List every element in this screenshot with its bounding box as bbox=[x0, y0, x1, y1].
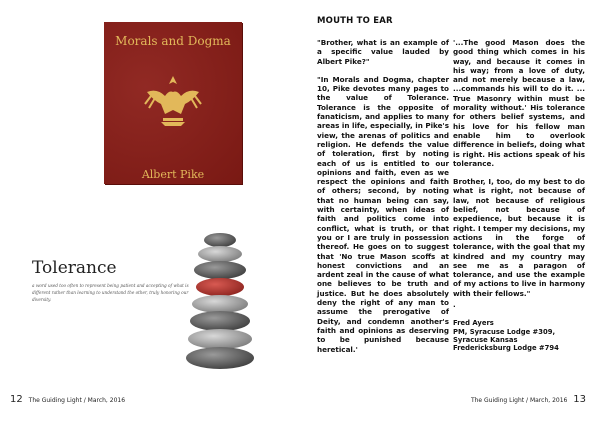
signature-name: Fred Ayers bbox=[453, 319, 494, 328]
right-page bbox=[300, 0, 600, 424]
page-number: 12 bbox=[10, 394, 23, 405]
signature-line: PM, Syracuse Lodge #309, bbox=[453, 327, 556, 336]
book-cover bbox=[104, 22, 242, 184]
double-eagle-icon bbox=[141, 70, 205, 134]
paragraph: "In Morals and Dogma, chapter 10, Pike devotes many pages to the value of Tolerance. Tolerance is the opposite of fanaticism, and applies to many areas in life, especially, in Pike's view, the arenas of politics and religion. He defends the value of toleration, first by noting each of us is entitled to our opinions and faith, even as we respect the opinions and faith of others; second, by noting that no human being can say, with certainty, when ideas of faith and politics come into conflict, what is truth, or that you or I are truly in possession thereof. He goes on to suggest that 'No true Mason scoffs at honest convictions and an ardent zeal in the cause of what one believes to be truth and justice. But he does absolutely deny the right of any man to assume the prerogative of Deity, and condemn another's faith and opinions as deserving to be punished because heretical.' bbox=[317, 74, 449, 354]
signature-block bbox=[453, 319, 585, 352]
text-column-1 bbox=[317, 38, 449, 363]
text-column-2 bbox=[453, 38, 585, 352]
article-heading: MOUTH TO EAR bbox=[317, 16, 393, 26]
stacked-stones-image bbox=[180, 230, 260, 380]
signature-line: Syracuse Kansas bbox=[453, 335, 518, 344]
book-author: Albert Pike bbox=[141, 168, 205, 181]
book-title: Morals and Dogma bbox=[115, 34, 231, 48]
paragraph: "Brother, what is an example of a specific value lauded by Albert Pike?" bbox=[317, 38, 449, 66]
paragraph: . bbox=[453, 300, 456, 310]
signature-line: Fredericksburg Lodge #794 bbox=[453, 343, 559, 352]
page-number: 13 bbox=[573, 394, 586, 405]
tolerance-definition: a word used too often to represent being patient and accepting of what is different rather than learning to understand the other, truly honoring our diversity. bbox=[32, 283, 189, 302]
paragraph: Brother, I, too, do my best to do what is right, not because of law, not because of religious belief, not because of expedience, but because it is right. I temper my decisions, my actions in the forge of tolerance, with the goal that my kindred and my country may see me as a paragon of tolerance, and use the example of my actions to live in harmony with their fellows." bbox=[453, 177, 585, 298]
publication-name: The Guiding Light / March, 2016 bbox=[470, 397, 568, 404]
publication-name: The Guiding Light / March, 2016 bbox=[28, 397, 126, 404]
paragraph: '...The good Mason does the good thing which comes in his way, and because it comes in his way; from a love of duty, and not merely because a law, ...commands his will to do it. ... True Masonry within must be morality without.' His tolerance for others belief systems, and his love for his fellow man enable him to overlook difference in beliefs, doing what is right. His actions speak of his tolerance. bbox=[453, 38, 585, 168]
footer-left bbox=[10, 394, 125, 405]
tolerance-title: Tolerance bbox=[32, 258, 117, 278]
footer-right bbox=[471, 394, 586, 405]
